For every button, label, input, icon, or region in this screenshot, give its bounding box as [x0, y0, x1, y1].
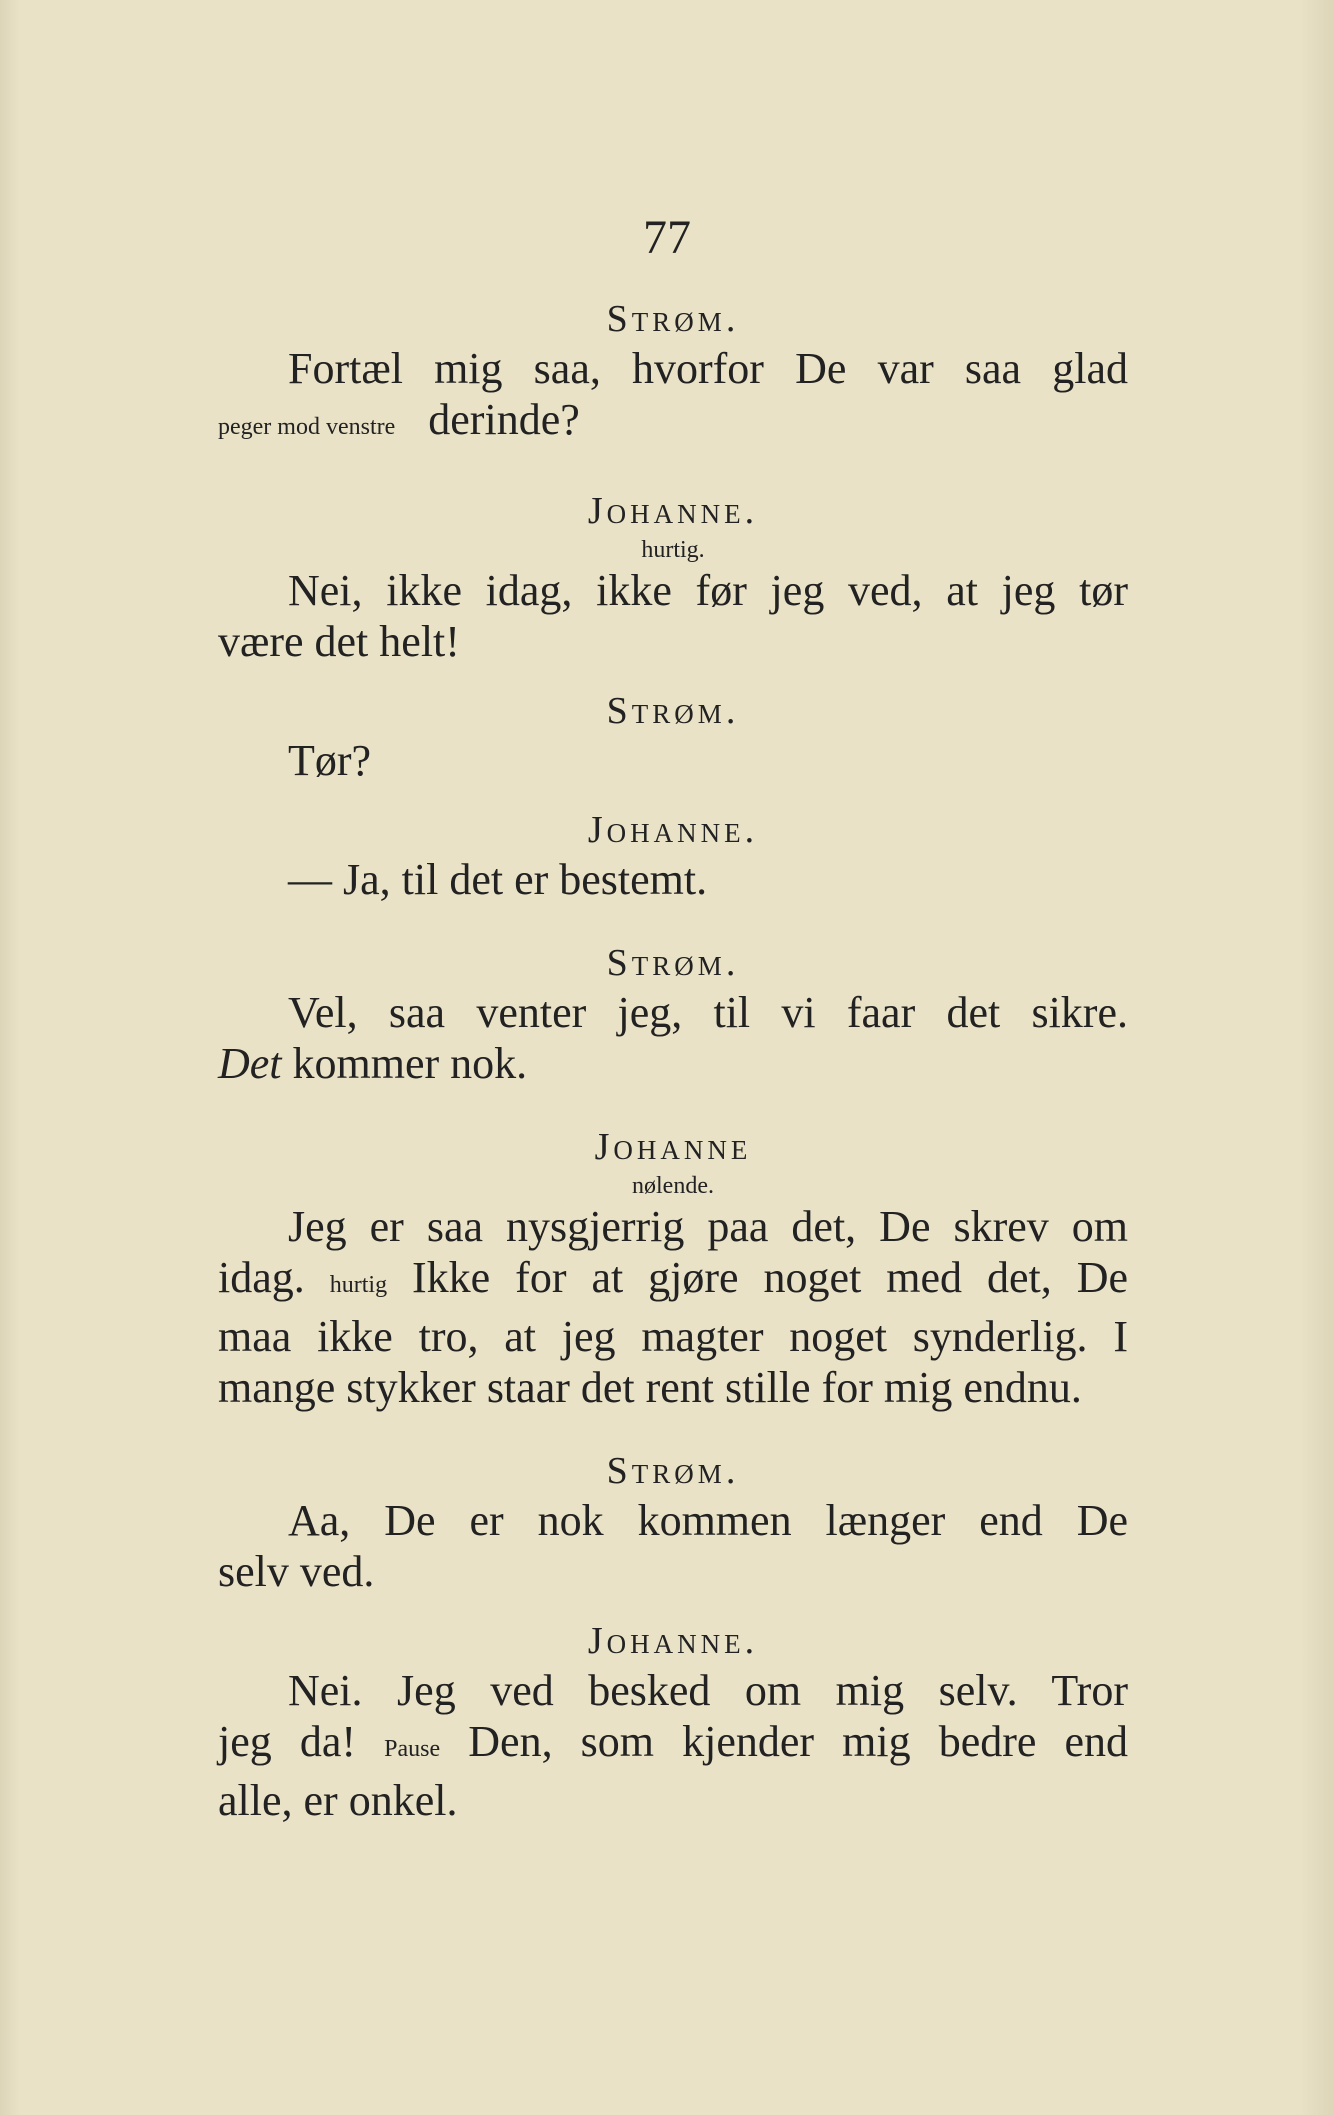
dialogue-line	[218, 394, 1128, 453]
dialogue-text: jeg da!	[218, 1717, 357, 1766]
speaker-name: Johanne.	[587, 1620, 759, 1662]
speaker-name: Strøm.	[606, 1450, 740, 1492]
speaker-name: Strøm.	[606, 942, 740, 984]
dialogue-line: Fortæl mig saa, hvorfor De var saa glad	[288, 344, 1128, 393]
speaker-name: Johanne.	[587, 490, 759, 532]
dialogue-line	[218, 1252, 1128, 1311]
dialogue-line: være det helt!	[218, 617, 460, 666]
dialogue-line: Aa, De er nok kommen længer end De	[288, 1496, 1128, 1545]
dialogue-text: idag.	[218, 1253, 305, 1302]
dialogue-text: derinde?	[428, 395, 580, 444]
dialogue-line	[218, 1716, 1128, 1775]
dialogue-text: Den, som kjender mig bedre end	[468, 1717, 1129, 1766]
dialogue-line: selv ved.	[218, 1547, 375, 1596]
dialogue-line: mange stykker staar det rent stille for mig endnu.	[218, 1363, 1082, 1412]
dialogue-line: Jeg er saa nysgjerrig paa det, De skrev om	[288, 1202, 1128, 1251]
dialogue-line: Nei. Jeg ved besked om mig selv. Tror	[288, 1666, 1128, 1715]
speaker-name: Strøm.	[606, 298, 740, 340]
dialogue	[218, 295, 1128, 1826]
stage-direction: hurtig	[329, 1272, 388, 1298]
dialogue-line: alle, er onkel.	[218, 1776, 458, 1825]
dialogue-line: maa ikke tro, at jeg magter noget synderlig. I	[218, 1312, 1128, 1361]
emphasis-text: Det	[218, 1039, 282, 1088]
speaker-name: Strøm.	[606, 690, 740, 732]
speaker-name: Johanne	[594, 1126, 752, 1168]
stage-direction: hurtig.	[641, 537, 705, 563]
stage-direction: nølende.	[632, 1173, 714, 1199]
dialogue-line: — Ja, til det er bestemt.	[288, 855, 708, 904]
stage-direction: peger mod venstre	[218, 414, 396, 440]
dialogue-line: Nei, ikke idag, ikke før jeg ved, at jeg tør	[288, 566, 1128, 615]
dialogue-line	[218, 1038, 1128, 1089]
speaker-name: Johanne.	[587, 809, 759, 851]
dialogue-text: kommer nok.	[292, 1039, 528, 1088]
stage-direction: Pause	[384, 1736, 441, 1762]
dialogue-line: Tør?	[288, 736, 372, 785]
dialogue-text: Ikke for at gjøre noget med det, De	[412, 1253, 1129, 1302]
page-number: 77	[643, 211, 691, 264]
dialogue-line: Vel, saa venter jeg, til vi faar det sikre.	[288, 988, 1128, 1037]
